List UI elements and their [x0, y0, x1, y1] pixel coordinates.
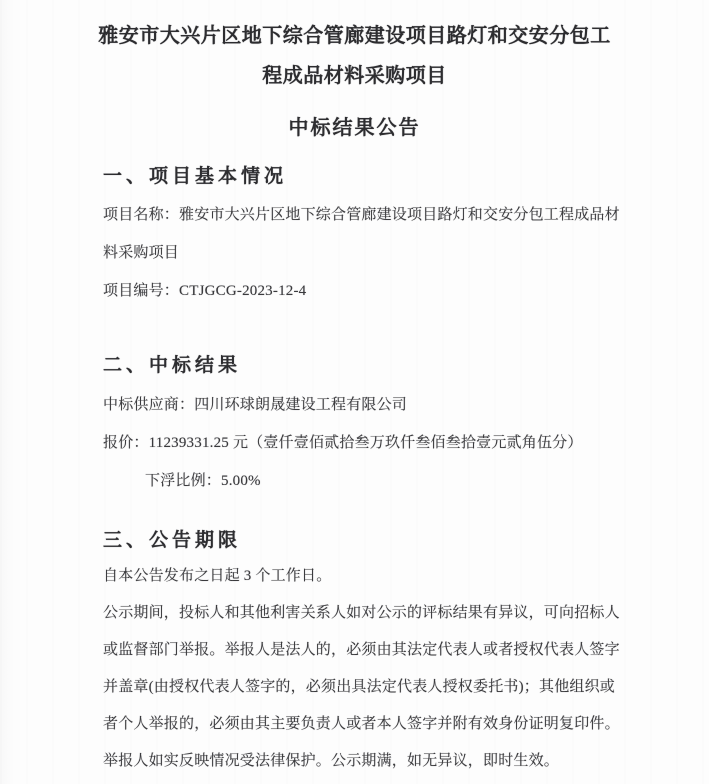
- objection-paragraph-line-2: 或监督部门举报。举报人是法人的，必须由其法定代表人或者授权代表人签字: [103, 642, 620, 658]
- section-1-body: [103, 196, 619, 310]
- document-title-line-2: 程成品材料采购项目: [262, 65, 447, 87]
- project-name-line-2: 料采购项目: [103, 245, 180, 261]
- winning-supplier-line: 中标供应商：四川环球朗晟建设工程有限公司: [103, 397, 408, 413]
- section-3-heading: 三、公告期限: [103, 530, 242, 551]
- project-number-line: 项目编号：CTJGCG-2023-12-4: [103, 283, 307, 299]
- legal-protection-line: 举报人如实反映情况受法律保护。公示期满，如无异议，即时生效。: [103, 753, 560, 769]
- section-3-body: [103, 558, 619, 780]
- document-subtitle: 中标结果公告: [288, 117, 421, 139]
- objection-paragraph-line-3: 并盖章(由授权代表人签字的，必须出具法定代表人授权委托书)；其他组织或: [103, 679, 615, 695]
- document-title: [0, 16, 709, 96]
- objection-paragraph-line-4: 者个人举报的，必须由其主要负责人或者本人签字并附有效身份证明复印件。: [103, 716, 620, 732]
- section-1-heading: 一、项目基本情况: [103, 166, 288, 187]
- document-title-line-1: 雅安市大兴片区地下综合管廊建设项目路灯和交安分包工: [98, 25, 611, 47]
- bid-price-line: 报价：11239331.25 元（壹仟壹佰贰拾叁万玖仟叁佰叁拾壹元贰角伍分）: [103, 435, 583, 451]
- validity-period-line: 自本公告发布之日起 3 个工作日。: [103, 568, 332, 584]
- discount-ratio-line: 下浮比例：5.00%: [145, 473, 261, 489]
- section-2-body: [103, 386, 619, 500]
- objection-paragraph-line-1: 公示期间，投标人和其他利害关系人如对公示的评标结果有异议，可向招标人: [103, 605, 620, 621]
- section-2-heading: 二、中标结果: [103, 355, 242, 376]
- project-name-line-1: 项目名称：雅安市大兴片区地下综合管廊建设项目路灯和交安分包工程成品材: [103, 207, 620, 223]
